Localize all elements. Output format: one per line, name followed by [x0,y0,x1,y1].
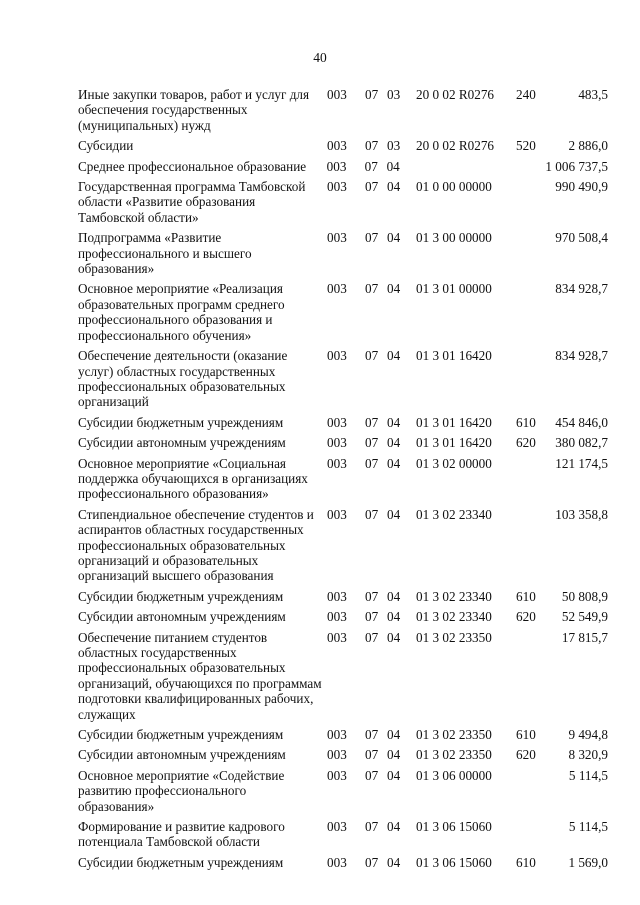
table-row [78,138,608,153]
row-vr: 610 [516,854,536,870]
row-csr: 01 3 06 15060 [416,854,492,870]
row-csr: 20 0 02 R0276 [416,138,495,154]
table-row [78,179,608,225]
table-row [78,415,608,430]
row-csr: 01 3 06 00000 [416,767,492,783]
row-sum: 103 358,8 [555,506,608,522]
row-sum: 1 569,0 [568,854,608,870]
row-name: Обеспечение деятельности (оказание услуг) областных государственных профессиональных образовательных организаций [78,348,288,410]
table-row [78,435,608,450]
row-ved: 003 [327,588,347,604]
row-rz: 07 [365,455,379,471]
row-name: Стипендиальное обеспечение студентов и аспирантов областных государственных профессиональных образовательных организаций и образовательных организаций высшего образования [78,506,314,584]
row-pr: 04 [386,158,400,174]
row-rz: 07 [365,138,379,154]
row-csr: 01 3 02 23340 [416,609,492,625]
table-row [78,768,608,814]
table-row [78,507,608,584]
row-rz: 07 [365,629,379,645]
row-name: Субсидии автономным учреждениям [78,747,286,763]
row-sum: 52 549,9 [561,609,608,625]
row-vr: 620 [516,747,536,763]
row-sum: 8 320,9 [568,747,608,763]
row-name: Субсидии автономным учреждениям [78,609,286,625]
row-vr: 520 [516,138,536,154]
row-rz: 07 [365,727,379,743]
table-row [78,456,608,502]
row-ved: 003 [327,767,347,783]
row-csr: 01 3 02 23340 [416,588,492,604]
table-row [78,87,608,133]
row-rz: 07 [365,747,379,763]
row-name: Субсидии бюджетным учреждениям [78,727,284,743]
row-name: Субсидии [78,138,134,154]
row-ved: 003 [327,455,347,471]
row-csr: 01 3 02 23350 [416,629,492,645]
row-ved: 003 [327,727,347,743]
row-ved: 003 [327,230,347,246]
row-rz: 07 [365,281,379,297]
row-csr: 01 3 02 23350 [416,747,492,763]
row-vr: 240 [516,87,536,102]
row-sum: 483,5 [578,87,608,102]
row-csr: 01 3 01 16420 [416,435,492,451]
row-ved: 003 [327,348,347,364]
row-vr: 610 [516,414,536,430]
row-vr: 620 [516,435,536,451]
row-ved: 003 [326,158,347,174]
row-name: Иные закупки товаров, работ и услуг для обеспечения государственных (муниципальных) нужд [78,87,310,133]
row-pr: 04 [387,629,401,645]
row-pr: 04 [387,281,401,297]
row-sum: 454 846,0 [555,414,608,430]
row-pr: 04 [387,747,401,763]
table-row [78,589,608,604]
row-pr: 04 [387,414,401,430]
row-ved: 003 [327,854,347,870]
row-rz: 07 [365,179,379,195]
row-ved: 003 [327,747,347,763]
row-ved: 003 [327,281,347,297]
row-vr: 610 [516,588,536,604]
row-csr: 01 3 02 23350 [416,727,492,743]
row-rz: 07 [365,230,379,246]
row-name: Среднее профессиональное образование [78,158,307,174]
row-pr: 04 [387,435,401,451]
row-csr: 01 3 06 15060 [416,819,492,835]
row-name: Государственная программа Тамбовской области «Развитие образования Тамбовской области» [78,179,306,225]
row-rz: 07 [365,854,379,870]
row-rz: 07 [365,819,379,835]
row-ved: 003 [327,819,347,835]
row-vr: 620 [516,609,536,625]
row-csr: 01 0 00 00000 [416,179,492,195]
budget-table [78,87,608,875]
row-pr: 04 [387,854,401,870]
table-row [78,609,608,624]
row-sum: 5 114,5 [568,767,608,783]
row-sum: 9 494,8 [568,727,608,743]
row-pr: 04 [387,348,401,364]
row-sum: 2 886,0 [568,138,608,154]
row-pr: 04 [387,767,401,783]
row-pr: 04 [387,819,401,835]
row-ved: 003 [327,435,347,451]
row-name: Подпрограмма «Развитие профессионального и высшего образования» [78,230,252,277]
row-ved: 003 [327,179,347,195]
row-rz: 07 [365,767,379,783]
row-csr: 20 0 02 R0276 [416,87,495,102]
row-pr: 03 [387,138,401,154]
row-pr: 04 [387,455,401,471]
row-rz: 07 [365,435,379,451]
row-ved: 003 [327,414,347,430]
row-sum: 1 006 737,5 [545,158,608,174]
row-name: Формирование и развитие кадрового потенциала Тамбовской области [78,819,285,850]
row-ved: 003 [327,629,347,645]
table-row [78,727,608,742]
row-csr: 01 3 01 16420 [416,348,492,364]
row-rz: 07 [365,414,379,430]
row-name: Субсидии бюджетным учреждениям [78,588,284,604]
row-sum: 834 928,7 [555,281,608,297]
row-ved: 003 [327,506,347,522]
table-row [78,855,608,870]
row-rz: 07 [365,87,379,102]
row-pr: 04 [387,230,401,246]
row-csr: 01 3 01 16420 [416,414,492,430]
row-csr: 01 3 02 00000 [416,455,492,471]
row-sum: 990 490,9 [555,179,608,195]
row-name: Основное мероприятие «Реализация образовательных программ среднего профессионального образования и профессионального обучения» [78,281,285,343]
row-pr: 04 [387,506,401,522]
table-row [78,159,608,174]
row-sum: 834 928,7 [555,348,608,364]
row-ved: 003 [327,138,347,154]
row-sum: 17 815,7 [561,629,608,645]
table-row [78,348,608,410]
row-pr: 04 [387,179,401,195]
row-pr: 04 [387,588,401,604]
row-rz: 07 [365,588,379,604]
row-csr: 01 3 00 00000 [416,230,492,246]
row-rz: 07 [364,158,378,174]
row-name: Субсидии бюджетным учреждениям [78,414,284,430]
row-pr: 04 [387,727,401,743]
table-row [78,281,608,343]
row-ved: 003 [327,609,347,625]
row-name: Основное мероприятие «Содействие развитию профессионального образования» [78,767,285,814]
page-number: 40 [313,50,327,65]
row-name: Обеспечение питанием студентов областных государственных профессиональных образовательных организаций, обучающихся по программам подготовки квалифицированных рабочих, служащих [78,629,322,722]
table-row [78,819,608,850]
table-row [78,230,608,276]
row-sum: 50 808,9 [561,588,608,604]
row-rz: 07 [365,506,379,522]
row-ved: 003 [327,87,347,102]
row-name: Субсидии бюджетным учреждениям [78,854,284,870]
row-pr: 04 [387,609,401,625]
row-rz: 07 [365,609,379,625]
row-sum: 5 114,5 [568,819,608,835]
row-sum: 121 174,5 [555,455,608,471]
row-rz: 07 [365,348,379,364]
row-name: Основное мероприятие «Социальная поддержка обучающихся в организациях профессионального образования» [78,455,308,502]
row-sum: 380 082,7 [555,435,608,451]
row-csr: 01 3 01 00000 [416,281,492,297]
row-name: Субсидии автономным учреждениям [78,435,286,451]
row-sum: 970 508,4 [555,230,608,246]
row-pr: 03 [387,87,401,102]
row-csr: 01 3 02 23340 [416,506,492,522]
row-vr: 610 [516,727,536,743]
table-row [78,747,608,762]
table-row [78,630,608,722]
